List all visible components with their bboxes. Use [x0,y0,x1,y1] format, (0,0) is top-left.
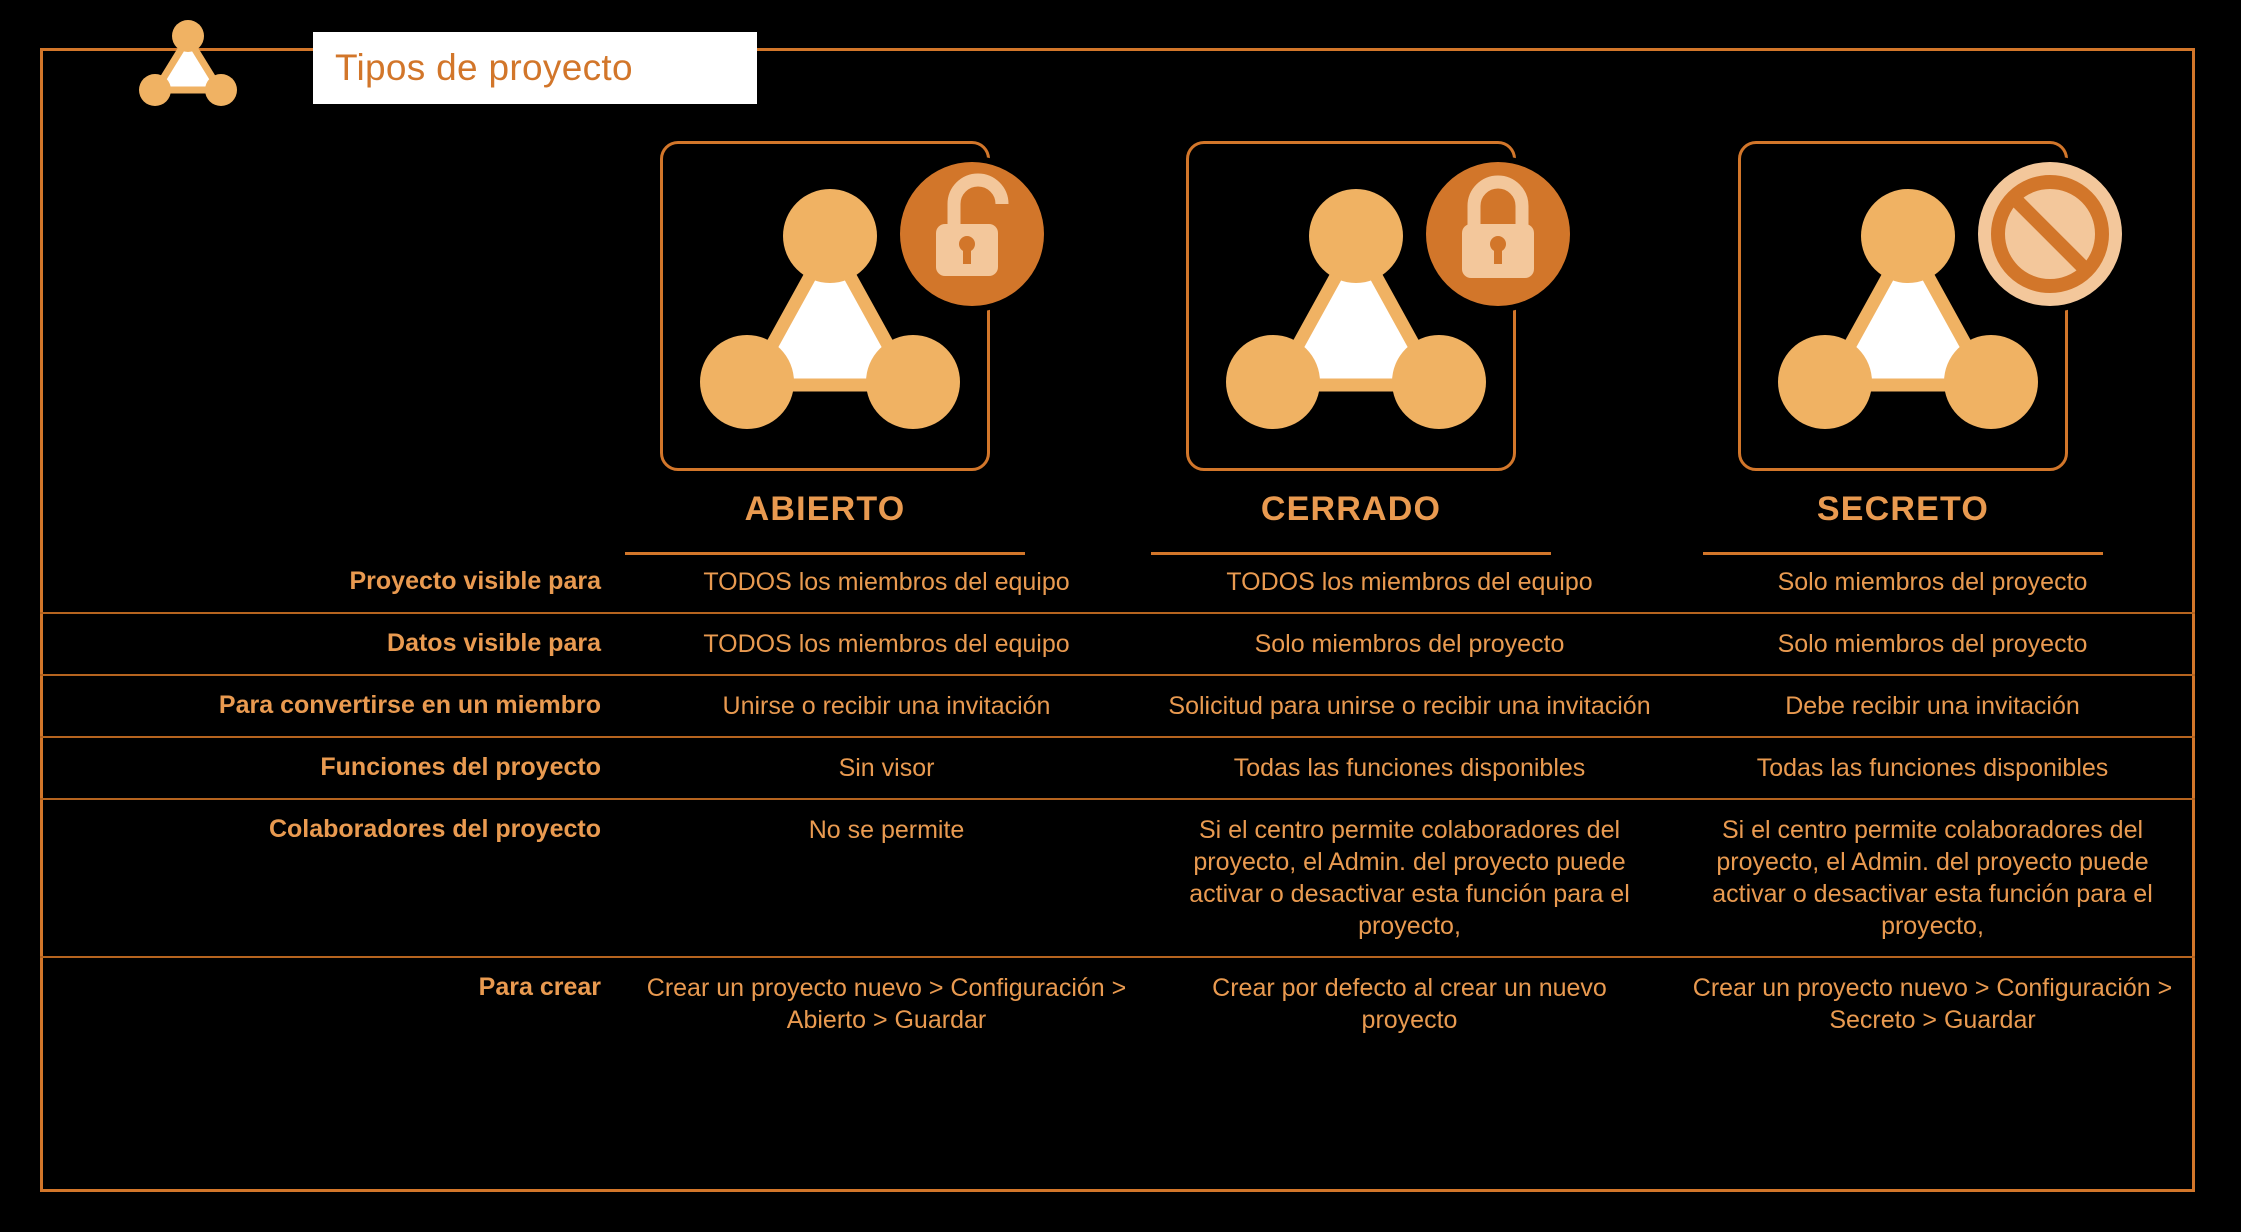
page-title [313,32,757,104]
cell-abierto: TODOS los miembros del equipo [703,630,1070,658]
prohibited-icon [1970,154,2130,314]
cell-secreto: Debe recibir una invitación [1785,692,2080,720]
project-type-card-secreto [1738,141,2068,471]
cell-cerrado: Solo miembros del proyecto [1254,630,1565,658]
page-title-text: Tipos de proyecto [335,47,633,88]
cell-abierto: Sin visor [838,754,935,782]
table-row [40,736,2195,798]
project-network-icon [134,16,242,106]
cell-secreto: Crear un proyecto nuevo > Configuración > Secreto > Guardar [1692,974,2173,1034]
cell-secreto: Solo miembros del proyecto [1777,630,2088,658]
column-header-cerrado: CERRADO [1260,490,1442,528]
table-row [40,612,2195,674]
project-type-card-abierto [660,141,990,471]
row-label: Datos visible para [387,629,601,657]
cell-secreto: Si el centro permite colaboradores del proyecto, el Admin. del proyecto puede activar o desactivar esta función para el proyecto, [1712,816,2153,940]
row-label: Proyecto visible para [349,567,601,595]
cell-secreto: Solo miembros del proyecto [1777,568,2088,596]
table-row [40,552,2195,612]
table-row [40,798,2195,956]
cell-secreto: Todas las funciones disponibles [1756,754,2109,782]
cell-abierto: Unirse o recibir una invitación [722,692,1051,720]
cell-cerrado: Si el centro permite colaboradores del proyecto, el Admin. del proyecto puede activar o desactivar esta función para el proyecto, [1189,816,1630,940]
table-row [40,956,2195,1050]
row-label: Colaboradores del proyecto [268,815,601,843]
comparison-table [40,552,2195,1050]
row-label: Para crear [478,973,601,1001]
locked-padlock-icon [1418,154,1578,314]
column-header-secreto: SECRETO [1816,490,1990,528]
unlocked-padlock-icon [892,154,1052,314]
cell-abierto: No se permite [808,816,965,844]
column-header-abierto: ABIERTO [744,490,906,528]
cell-cerrado: Solicitud para unirse o recibir una invitación [1168,692,1651,720]
project-type-card-cerrado [1186,141,1516,471]
cell-cerrado: TODOS los miembros del equipo [1226,568,1593,596]
row-label: Para convertirse en un miembro [218,691,601,719]
table-row [40,674,2195,736]
row-label: Funciones del proyecto [320,753,601,781]
cell-abierto: Crear un proyecto nuevo > Configuración > Abierto > Guardar [646,974,1127,1034]
cell-cerrado: Crear por defecto al crear un nuevo proyecto [1212,974,1607,1034]
cell-cerrado: Todas las funciones disponibles [1233,754,1586,782]
cell-abierto: TODOS los miembros del equipo [703,568,1070,596]
